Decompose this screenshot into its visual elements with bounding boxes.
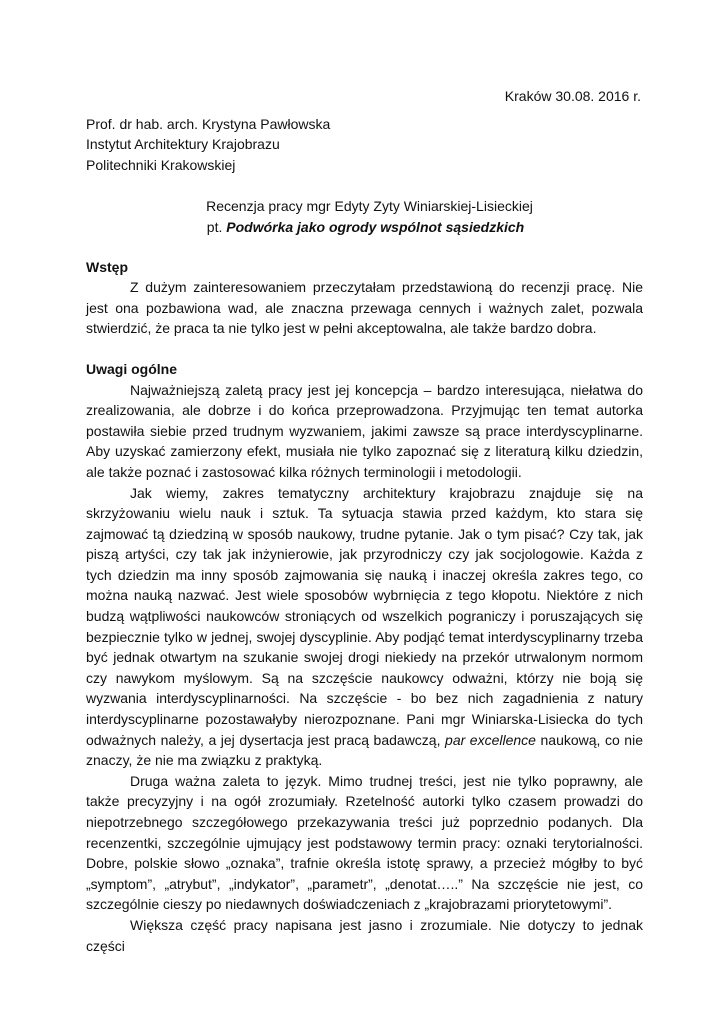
- reviewer-name: Prof. dr hab. arch. Krystyna Pawłowska: [86, 115, 331, 132]
- document-date: Kraków 30.08. 2016 r.: [504, 88, 641, 104]
- general-paragraph-1: Najważniejszą zaletą pracy jest jej koncepcja – bardzo interesująca, niełatwa do zrealizowania, ale dobrze i do końca przeprowadzona. Przyjmując ten temat autorka postawiła siebie przed trudnym wyzwaniem, jakimi zawsze są prace interdyscyplinarne. Aby uzyskać zamierzony efekt, musiała nie tylko zapoznać się z literaturą kilku dziedzin, ale także poznać i zastosować kilka różnych terminologii i metodologii.: [86, 381, 643, 480]
- review-title-prefix: pt.: [206, 218, 227, 235]
- general-paragraph-4: Większa część pracy napisana jest jasno i zrozumiale. Nie dotyczy to jednak części: [86, 916, 643, 954]
- review-title-line1: Recenzja pracy mgr Edyty Zyty Winiarskiej-Lisieckiej: [206, 198, 533, 215]
- general-paragraph-2-italic: par excellence: [445, 731, 536, 748]
- thesis-title: Podwórka jako ogrody wspólnot sąsiedzkich: [226, 218, 525, 235]
- reviewer-address: [86, 114, 643, 176]
- general-paragraph-2-part-a: Jak wiemy, zakres tematyczny architektury krajobrazu znajduje się na skrzyżowaniu wielu nauk i sztuk. Ta sytuacja stawia przed każdym, kto stara się zajmować tą dziedziną w sposób naukowy, trudne pytanie. Jak o tym pisać? Czy tak, jak piszą artyści, czy tak jak inżynierowie, jak przyrodniczy czy jak socjologowie. Każda z tych dziedzin ma inny sposób zajmowania się nauką i inaczej określa zakres tego, co można nauką nazwać. Jest wiele sposobów wybrnięcia z tego kłopotu. Niektóre z nich budzą wątpliwości naukowców stroniących od wszelkich pograniczy i poruszających się bezpiecznie tylko w jednej, swojej dyscyplinie. Aby podjąć temat interdyscyplinarny trzeba być jednak otwartym na szukanie swojej drogi niekiedy na przekór utrwalonym normom czy nawykom myślowym. Są na szczęście naukowcy odważni, którzy nie boją się wyzwania interdyscyplinarności. Na szczęście - bo bez nich zagadnienia z natury interdyscyplinarne pozostawałyby nierozpoznane. Pani mgr Winiarska-Lisiecka do tych odważnych należy, a jej dysertacja jest pracą badawczą,: [86, 484, 643, 748]
- section-heading-general: Uwagi ogólne: [86, 360, 177, 377]
- general-paragraph-3: Druga ważna zaleta to język. Mimo trudnej treści, jest nie tylko poprawny, ale także precyzyjny i na ogół zrozumiały. Rzetelność autorki tylko czasem prowadzi do niepotrzebnego szczegółowego przekazywania treści już poprzednio podanych. Dla recenzentki, szczególnie ujmujący jest podstawowy termin pracy: oznaki terytorialności. Dobre, polskie słowo „oznaka”, trafnie określa istotę sprawy, a przecież mógłby to być „symptom”, „atrybut”, „indykator”, „parametr”, „denotat…..” Na szczęście nie jest, co szczególnie cieszy po niedawnych doświadczeniach z „krajobrazami priorytetowymi”.: [86, 772, 643, 913]
- section-intro: [86, 257, 643, 339]
- section-heading-intro: Wstęp: [86, 258, 128, 275]
- intro-paragraph: Z dużym zainteresowaniem przeczytałam przedstawioną do recenzji pracę. Nie jest ona pozbawiona wad, ale znaczna przewaga cennych i ważnych zalet, pozwala stwierdzić, że praca ta nie tylko jest w pełni akceptowalna, ale także bardzo dobra.: [86, 279, 643, 337]
- general-paragraph-2-part-b: naukową, co nie znaczy, że nie ma związku z praktyką.: [86, 731, 643, 769]
- general-paragraph-2: [86, 483, 643, 771]
- review-title: [86, 196, 643, 237]
- reviewer-university: Politechniki Krakowskiej: [86, 156, 236, 173]
- section-general: [86, 359, 643, 956]
- reviewer-institute: Instytut Architektury Krajobrazu: [86, 136, 280, 153]
- review-title-line2: [96, 217, 643, 238]
